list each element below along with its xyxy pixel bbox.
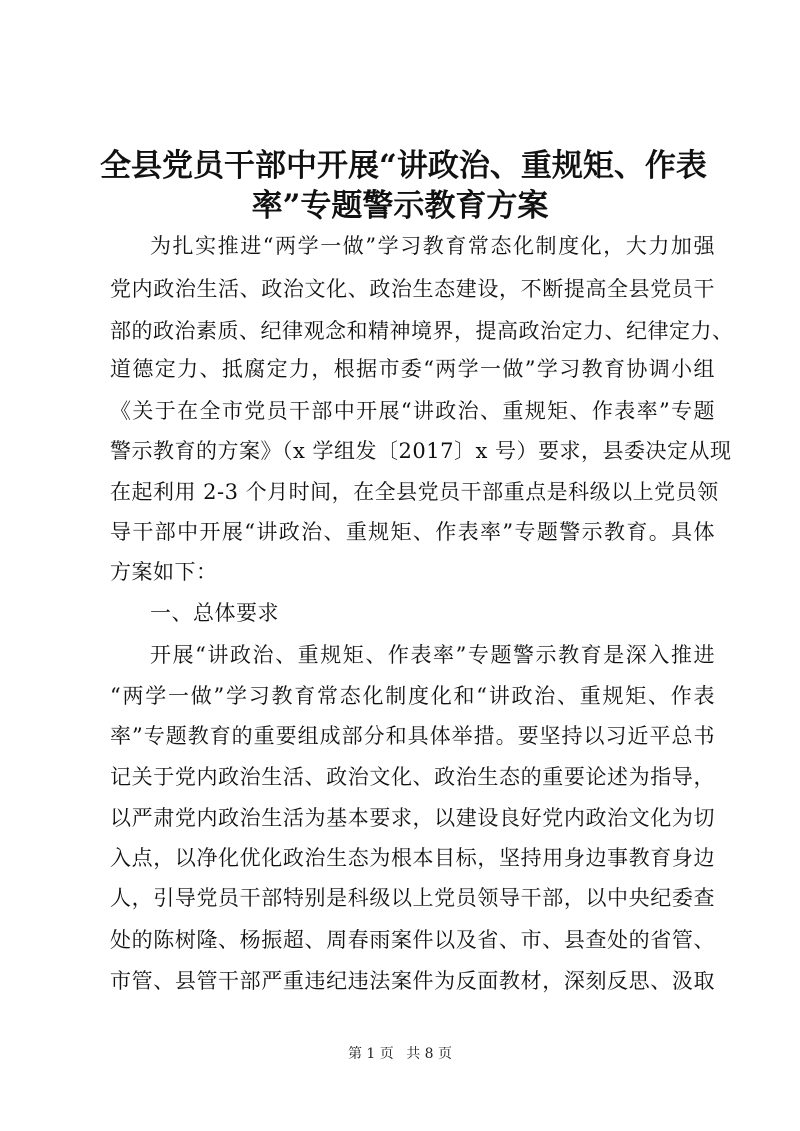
paragraph-2-line-4: 记关于党内政治生活、政治文化、政治生态的重要论述为指导， <box>110 765 715 789</box>
paragraph-2-line-5: 以严肃党内政治生活为基本要求，以建设良好党内政治文化为切 <box>110 806 715 830</box>
paragraph-2-line-2: “两学一做”学习教育常态化制度化和“讲政治、重规矩、作表 <box>110 684 715 708</box>
paragraph-2-line-6: 入点，以净化优化政治生态为根本目标，坚持用身边事教育身边 <box>110 846 715 870</box>
paragraph-1-line-4: 道德定力、抵腐定力，根据市委“两学一做”学习教育协调小组 <box>110 357 715 381</box>
paragraph-2-line-9: 市管、县管干部严重违纪违法案件为反面教材，深刻反思、汲取 <box>110 969 715 993</box>
paragraph-1-line-9: 方案如下： <box>110 560 218 584</box>
paragraph-1-line-3: 部的政治素质、纪律观念和精神境界，提高政治定力、纪律定力、 <box>110 319 734 343</box>
paragraph-1-line-7: 在起利用 2-3 个月时间，在全县党员干部重点是科级以上党员领 <box>110 480 719 504</box>
paragraph-2-line-7: 人，引导党员干部特别是科级以上党员领导干部，以中央纪委查 <box>110 886 715 910</box>
paragraph-2-line-1: 开展“讲政治、重规矩、作表率”专题警示教育是深入推进 <box>150 643 715 667</box>
paragraph-1-line-2: 党内政治生活、政治文化、政治生态建设，不断提高全县党员干 <box>110 277 715 301</box>
page-number: 第 1 页 <box>347 1046 394 1062</box>
document-title-line-1: 全县党员干部中开展“讲政治、重规矩、作表 <box>100 148 707 184</box>
section-heading-1: 一、总体要求 <box>150 601 279 625</box>
paragraph-1-line-1: 为扎实推进“两学一做”学习教育常态化制度化，大力加强 <box>150 234 715 258</box>
paragraph-1-line-6: 警示教育的方案》（x 学组发〔2017〕x 号）要求，县委决定从现 <box>110 439 732 463</box>
paragraph-2-line-8: 处的陈树隆、杨振超、周春雨案件以及省、市、县查处的省管、 <box>110 928 715 952</box>
page-total: 共 8 页 <box>406 1046 453 1062</box>
document-title-line-2: 率”专题警示教育方案 <box>251 188 549 224</box>
page-footer <box>0 1044 800 1064</box>
paragraph-1-line-5: 《关于在全市党员干部中开展“讲政治、重规矩、作表率”专题 <box>110 399 715 423</box>
paragraph-1-line-8: 导干部中开展“讲政治、重规矩、作表率”专题警示教育。具体 <box>110 520 715 544</box>
paragraph-2-line-3: 率”专题教育的重要组成部分和具体举措。要坚持以习近平总书 <box>110 724 715 748</box>
